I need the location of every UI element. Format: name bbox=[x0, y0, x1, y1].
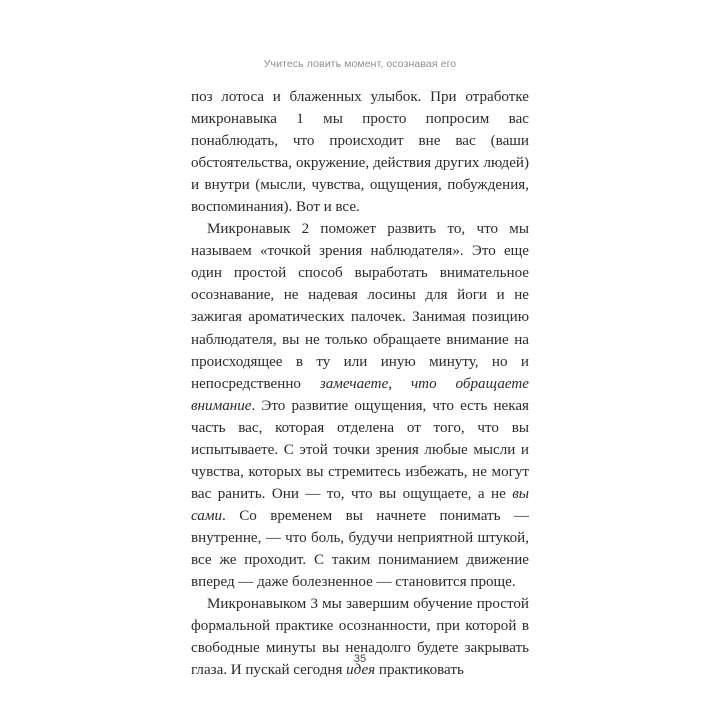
body-text: Микронавык 2 поможет развить то, что мы называем «точкой зрения наблюдателя». Это еще один простой способ выработать внимательное осознавание, не надевая лосины для йоги и не зажигая ароматических палочек. Занимая позицию наблюдателя, вы не только обращаете внимание на происходящее в ту или иную минуту, но и непосредственно bbox=[191, 221, 529, 392]
body-text: . Со временем вы начнете понимать — внутренне, — что боль, будучи неприятной штукой, все же проходит. С таким пониманием движение вперед — даже болезненное — становится проще. bbox=[191, 507, 529, 591]
body-text-block bbox=[191, 86, 529, 681]
body-text: практиковать bbox=[375, 662, 464, 679]
body-text: поз лотоса и блаженных улыбок. При отработке микронавыка 1 мы просто попросим вас понаблюдать, что происходит вне вас (ваши обстоятельства, окружение, действия других людей) и внутри (мысли, чувства, ощущения, побуждения, воспоминания). Вот и все. bbox=[191, 89, 529, 216]
emphasis-text: идея bbox=[346, 662, 376, 679]
body-text: . Это развитие ощущения, что есть некая часть вас, которая отделена от того, что вы испытываете. С этой точки зрения любые мысли и чувства, которых вы стремитесь избежать, не могут вас ранить. Они — то, что вы ощущаете, а не bbox=[191, 397, 529, 502]
paragraph-p2 bbox=[191, 218, 529, 593]
paragraph-p3 bbox=[191, 593, 529, 681]
emphasis-text: замечаете, что обращаете внимание bbox=[191, 375, 529, 414]
emphasis-text: вы сами bbox=[191, 485, 529, 524]
page-number: 35 bbox=[353, 653, 367, 665]
running-header: Учитесь ловить момент, осознавая его bbox=[263, 58, 457, 70]
paragraph-p1 bbox=[191, 86, 529, 218]
body-text: Микронавыком 3 мы завершим обучение простой формальной практике осознанности, при которой в свободные минуты вы ненадолго будете закрывать глаза. И пускай сегодня bbox=[191, 596, 529, 679]
